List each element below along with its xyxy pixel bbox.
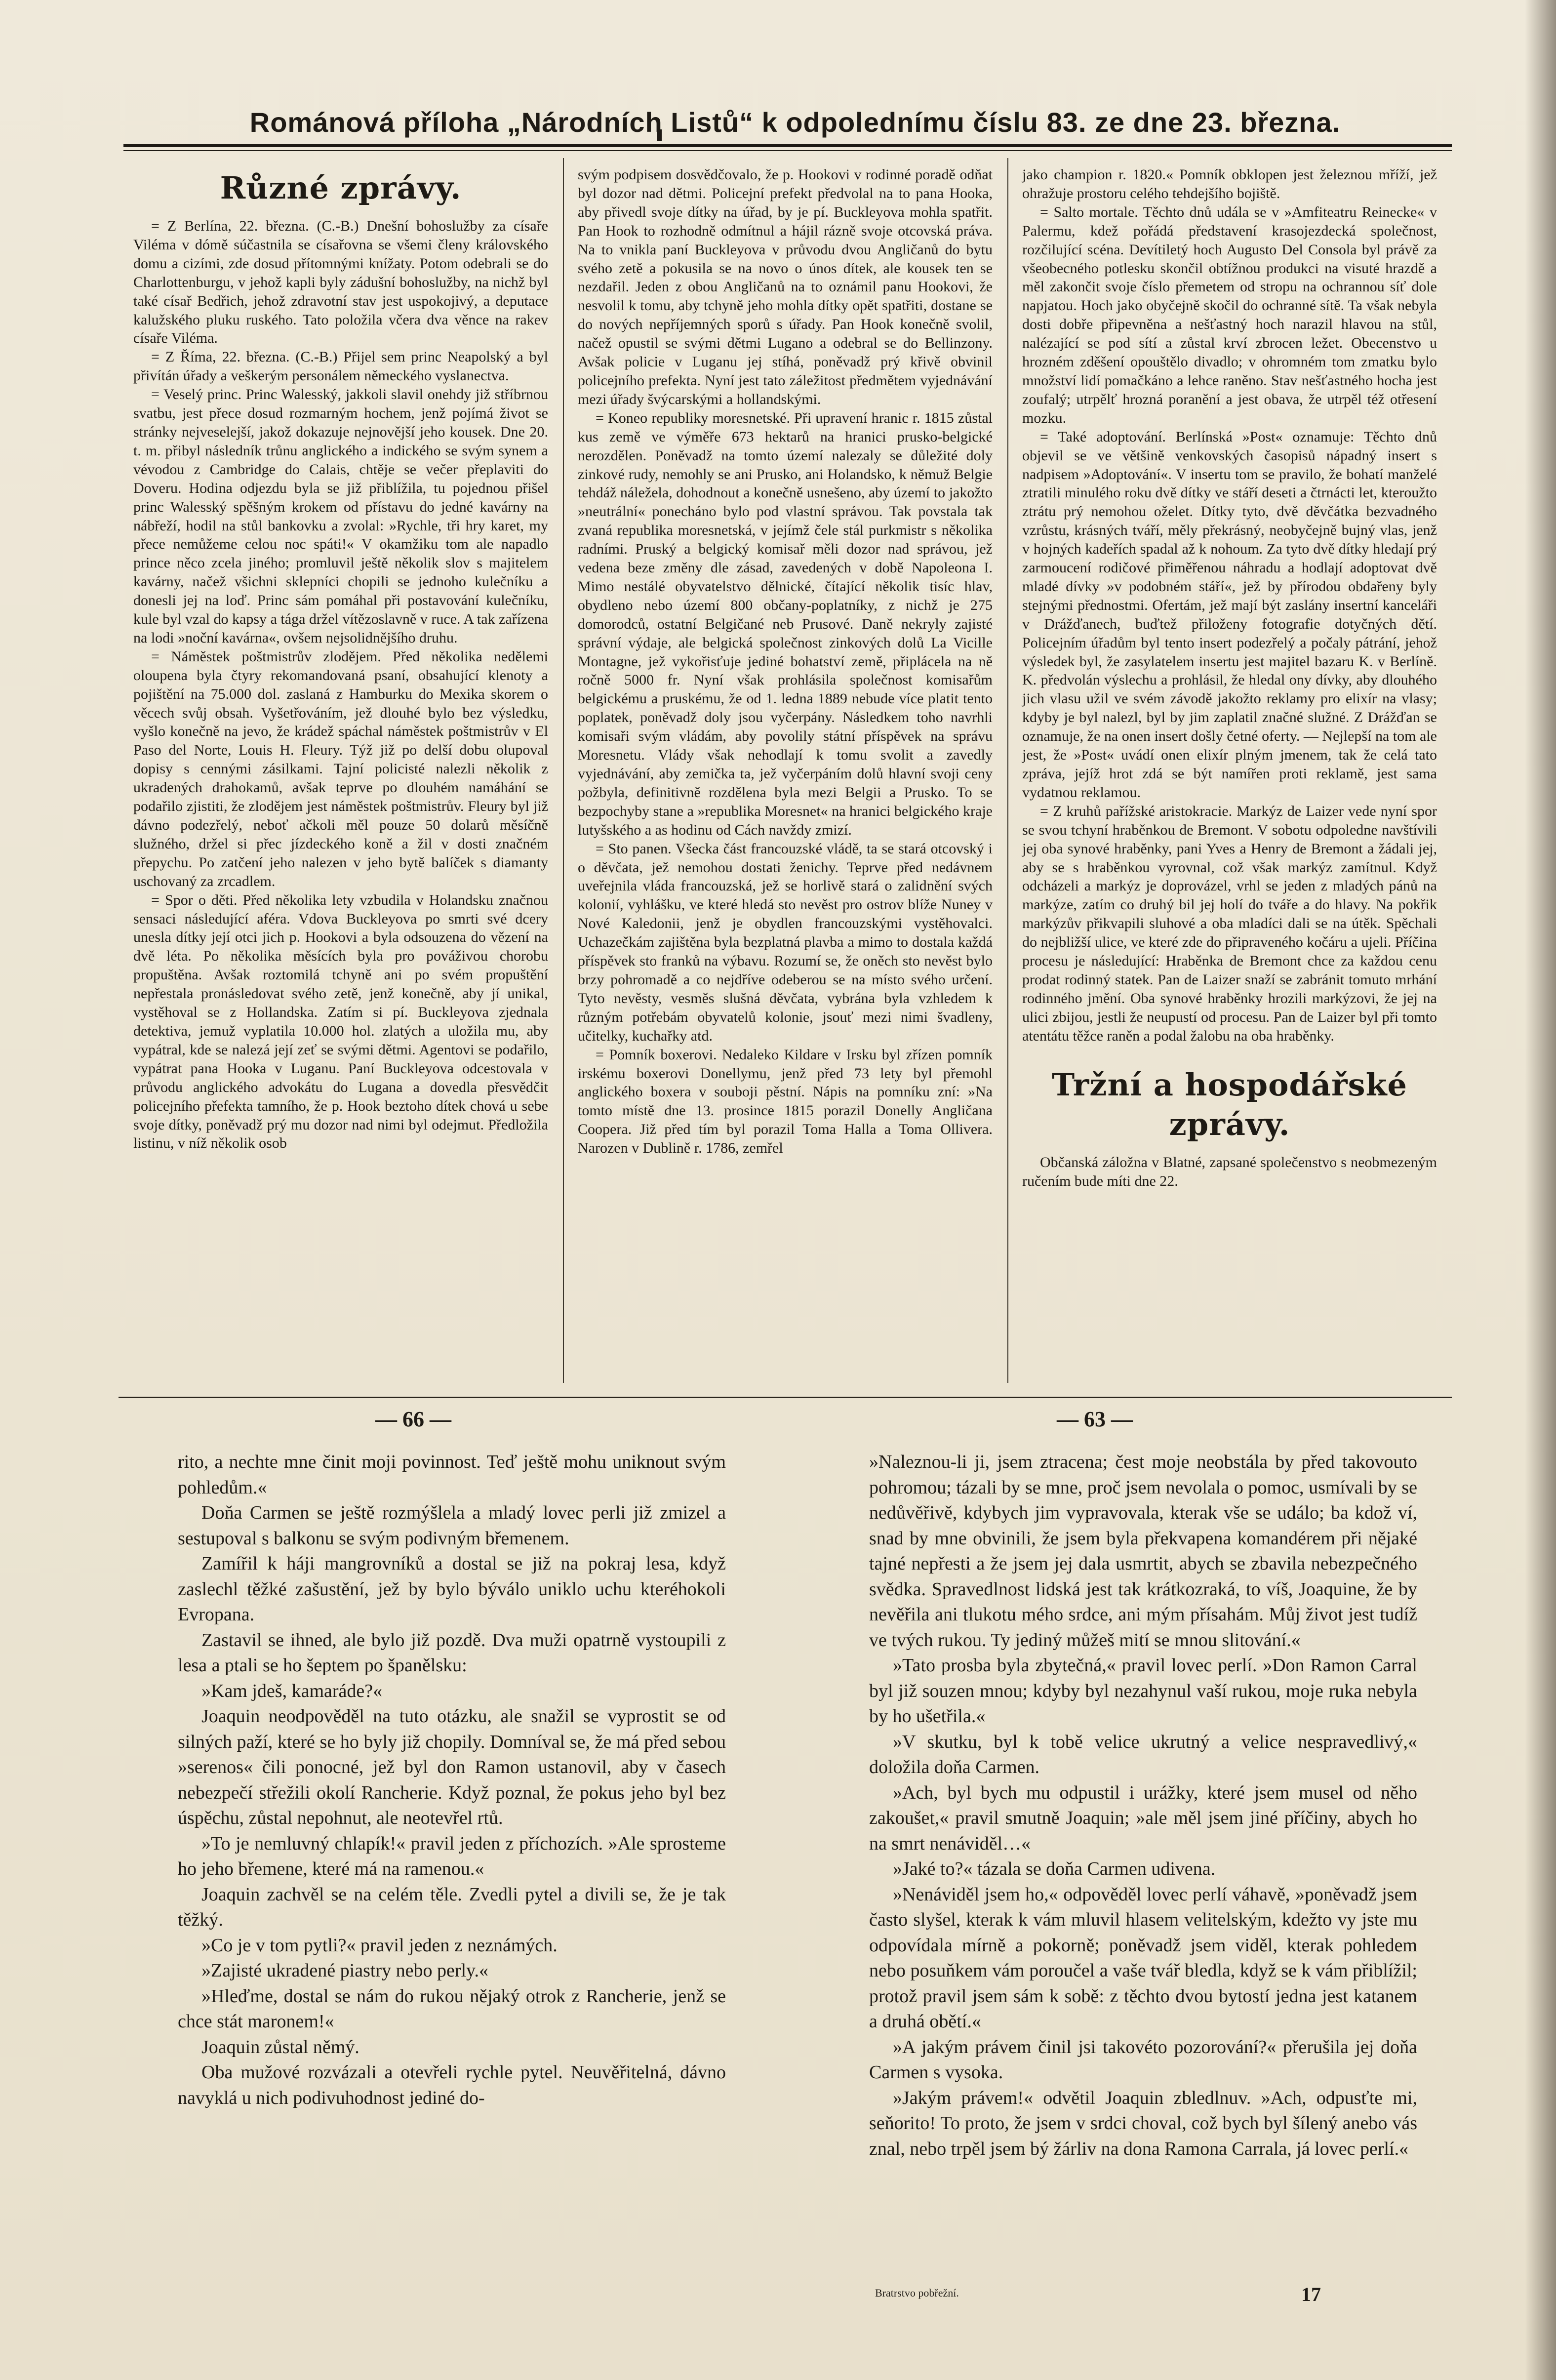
column-divider (1007, 158, 1008, 1383)
imprint: Bratrstvo pobřežní. (875, 2287, 959, 2299)
feuilleton-paragraph: »Jaké to?« tázala se doňa Carmen udivena. (893, 1858, 1216, 1879)
feuilleton-paragraph: »Kam jdeš, kamaráde?« (201, 1680, 383, 1701)
news-item: = Také adoptování. Berlínská »Post« oznamuje: Těchto dnů objevil se ve většině venkovských časopisů nápadný insert s nadpisem »Adoptování«. V insertu tom se pravilo, že bohatí manželé ztratili minulého roku dvě dítky ve stáří deseti a čtrnácti let, kteroužto ztrátu prý nemohou oželet. Dítky tyto, dvě děvčátka bezvadného vzrůstu, krásných tváří, měly překrásný, neobyčejně bujný vlas, jenž v hojných kadeřích spadal až k nohoum. Za tyto dvě dítky hledají prý zarmoucení rodičové přiměřenou náhradu a hodlají adoptovat dvě mladé dívky »v podobném stáří«, jež by přírodou obdařeny byly stejnými přednostmi. Ofertám, jež mají být zaslány insertní kanceláři v Drážďanech, buďtež přiloženy fotografie dotyčných dětí. Policejním úřadům byl tento insert podezřelý a počaly pátrání, jehož výsledek byl, že zasylatelem insertu jest majitel bazaru K. v Berlíně. K. předvolán výslechu a prohlásil, že hledal ony dívky, aby dlouhého jich vlasu užil ve svém závodě jakožto reklamy pro elixír na vlasy; kdyby je byl nalezl, byl by jim zaplatil značné služné. Z Drážďan se oznamuje, že na onen insert došly četné oferty. — Nejlepší na tom ale jest, že »Post« uvádí onen elixír plným jmenem, tak že celá tato zpráva, jejíž hrot zdá se být namířen proti reklamě, jest sama vydatnou reklamou. (1022, 428, 1437, 801)
news-item: = Z kruhů pařížské aristokracie. Markýz de Laizer vede nyní spor se svou tchyní hraběnkou de Bremont. V sobotu odpoledne navštívili jej oba synové hraběnky, pani Yves a Henry de Bremont a žádali jej, aby se s hraběnkou vyrovnal, což však markýz zamítnul. Když odcházeli a markýz je doprovázel, vrhl se jeden z mladých pánů na markýze, zatím co druhý bil jej holí do tváře a do hlavy. Na pokřik markýzův přikvapili sluhové a oba mladíci dali se na útěk. Spěchali do nejbližší ulice, ve které zde do připraveného kočáru a ujeli. Příčina procesu je následující: Hraběnka de Bremont chce za každou cenu prodat rodinný statek. Pan de Laizer snaží se zabránit tomuto mrhání rodinného jmění. Oba synové hraběnky hrozili markýzovi, že jej na ulici zbijou, jestli že neupustí od procesu. Pan de Laizer byl při tomto atentátu těžce raněn a podal žalobu na oba hraběnky. (1022, 803, 1437, 1044)
feuilleton-paragraph: rito, a nechte mne činit moji povinnost. Teď ještě mohu uniknout svým pohledům.« (178, 1452, 726, 1498)
fold-rule (119, 1397, 1452, 1398)
feuilleton-paragraph: Joaquin zůstal němý. (201, 2036, 359, 2057)
feuilleton-paragraph: Zamířil k háji mangrovníků a dostal se již na pokraj lesa, když zaslechl těžké zašustění, jež by bylo býválo uniklo uchu kteréhokoli Evropana. (178, 1553, 726, 1625)
news-item: = Náměstek poštmistrův zlodějem. Před několika nedělemi oloupena byla čtyry rekomandovaná psaní, obsahující klenoty a pojištění na 75.000 dol. zaslaná z Hamburku do Mexika skorem o věcech svůj obsah. Vyšetřováním, jež dlouhé bylo bez výsledku, vyšlo konečně na jevo, že krádež spáchal náměstek poštmistrův v El Paso del Norte, Louis H. Fleury. Týž již po delší dobu olupoval dopisy s cennými zásilkami. Tajní policisté nalezli několik z ukradených drahokamů, avšak teprve po dlouhém namáhání se podařilo zjistiti, že zlodějem jest náměstek poštmistrův. Fleury byl již dávno podezřelý, neboť ačkoli měl pouze 50 dolarů měsíčně služného, držel si přec jízdeckého koně a žil v dosti značném přepychu. Po zatčení jeho nalezen v jeho bytě balíček s diamanty uschovaný za zrcadlem. (133, 648, 548, 889)
feuilleton-paragraph: »Naleznou-li ji, jsem ztracena; čest moje neobstála by před takovouto pohromou; tázali by se mne, proč jsem nevolala o pomoc, usmívali by se nedůvěřivě, kdybych jim vypravovala, kterak vše se událo; ba kdož ví, snad by mne obvinili, že jsem byla překvapena komandérem při nějaké tajné nepřesti a že jsem jej dala usmrtit, abych se zbavila nebezpečného svědka. Spravedlnost lidská jest tak krátkozraká, to víš, Joaquine, že by nevěřila ani tlukotu mého srdce, ani mým přísahám. Můj život jest tudíž ve tvých rukou. Ty jediný můžeš mití se mnou slitování.« (869, 1452, 1417, 1651)
news-item: = Spor o děti. Před několika lety vzbudila v Holandsku značnou sensaci následující aféra. Vdova Buckleyova po smrti své dcery unesla dítky její otci jich p. Hookovi a byla odsouzena do vězení na dvě léta. Po několika měsících byla pro pováživou chorobu propuštěna. Avšak roztomilá tchyně ani po svém propuštění nepřestala pronásledovat svého zetě, jenž konečně, aby jí unikal, vystěhoval se z Hollandska. Zatím si pí. Buckleyova zjednala detektiva, jemuž vyplatila 10.000 hol. zlatých a uložila mu, aby vypátral, kde se nalezá její zeť se svými dětmi. Agentovi se podařilo, vypátrat pana Hooka v Luganu. Paní Buckleyova odcestovala v průvodu anglického advokátu do Lugana a dovedla přesvědčit policejního přefekta tamního, že p. Hook beztoho dítek chová u sebe svoje dítky, poněvadž prý mu dozor nad nimi byl odejmut. Předložila listinu, v níž několik osob (133, 891, 548, 1152)
news-item: svým podpisem dosvědčovalo, že p. Hookovi v rodinné poradě odňat byl dozor nad dětmi. Policejní prefekt předvolal na to pana Hooka, aby přivedl svoje dítky na úřad, by je pí. Buckleyova mohla spatřit. Pan Hook to rozhodně odmítnul a hájil rázně svoje otcovská práva. Na to vnikla paní Buckleyova v průvodu dvou Angličanů do bytu svého zetě a pokusila se na novo o únos dítek, ale kousek ten se nezdařil. Jeden z obou Angličanů na to oznámil panu Hookovi, že nesvolil k tomu, aby tchyně jeho mohla dítky opět spatřiti, dostane se do nových nepříjemných sporů s úřady. Pan Hook konečně svolil, načež opustil se svými dětmi Lugano a odebral se do Bellinzony. Avšak policie v Luganu jej stíhá, poněvadž prý křivě obvinil policejního prefekta. Nyní jest tato záležitost předmětem vyjednávání mezi úřady švýcarskými a hollandskými. (578, 166, 993, 407)
section-heading-market: Tržní a hospodářské zprávy. (1051, 1066, 1407, 1142)
news-item: = Pomník boxerovi. Nedaleko Kildare v Irsku byl zřízen pomník irskému boxerovi Donellymu, jenž před 73 lety byl přemohl anglického boxera v souboji pěstní. Nápis na pomníku zní: »Na tomto místě dne 13. prosince 1815 porazil Donelly Angličana Coopera. Již před tím byl porazil Toma Halla a Toma Ollivera. Narozen v Dublině r. 1786, zemřel (578, 1046, 993, 1157)
feuilleton-paragraph: Oba mužové rozvázali a otevřeli rychle pytel. Neuvěřitelná, dávno navyklá u nich podivuhodnost jediné do- (178, 2062, 726, 2108)
feuilleton-paragraph: Joaquin zachvěl se na celém těle. Zvedli pytel a divili se, že je tak těžký. (178, 1884, 726, 1930)
feuilleton-right (869, 1450, 1417, 2162)
news-item: Občanská záložna v Blatné, zapsané společenstvo s neobmezeným ručením bude míti dne 22. (1022, 1154, 1437, 1189)
news-item: = Koneo republiky moresnetské. Při upravení hranic r. 1815 zůstal kus země ve výměře 673 hektarů na hranici prusko-belgické nerozdělen. Poněvadž na tomto území nalezaly se důležité doly zinkové rudy, nemohly se ani Prusko, ani Holandsko, k němuž Belgie tehdáž náležela, dohodnout a konečně usnešeno, aby území to jakožto »neutrální« ponecháno bylo pod vlastní správou. Tak povstala tak zvaná republika moresnetská, v jejímž čele stál purkmistr s několika radními. Pruský a belgický komisař měli dozor nad správou, jež vedena beze změny dle zásad, zavedených v době Napoleona I. Mimo nestálé obyvatelstvo dělnické, čítající několik tisíc hlav, obydleno nebo území 800 občany-poplatníky, z nichž je 275 domorodců, ostatní Belgičané neb Prusové. Daně nekryly zajisté správní výdaje, ale belgická společnost zinkových dolů La Vicille Montagne, jež vykořisťuje jediné bohatství země, připlácela na ně ročně 5000 fr. Nyní však prohlásila společnost komisařům belgickému a pruskému, že od 1. ledna 1889 nebude více platit tento poplatek, poněvadž doly jsou vyčerpány. Následkem toho navrhli komisaři svým vládám, aby povolily státní příspěvek na správu Moresnetu. Vlády však nehodlají k tomu svolit a zavedly vyjednávání, aby zemička ta, jež vyčerpáním dolů hlavní svoji ceny požbyla, definitivně rozdělena byla mezi Belgii a Prusko. To se bezpochyby stane a »republika Moresnet« na hranici belgického kraje lutyšského a as hodinu od Cách navždy zmizí. (578, 409, 993, 838)
feuilleton-paragraph: »Nenáviděl jsem ho,« odpověděl lovec perlí váhavě, »poněvadž jsem často slyšel, kterak k vám mluvil hlasem velitelským, kdežto vy jste mu odpovídala mírně a pokorně; poněvadž jsem viděl, kterak pohledem nebo posuňkem vám poroučel a vaše tvář bledla, když se k vám přiblížil; protož pravil jsem sám k sobě: z těchto dvou bytostí jedna jest katanem a druhá obětí.« (869, 1884, 1417, 2032)
feuilleton-paragraph: »Ach, byl bych mu odpustil i urážky, které jsem musel od něho zakoušet,« pravil smutně Joaquin; »ale měl jsem jiné příčiny, abych ho na smrt nenáviděl…« (869, 1782, 1417, 1854)
feuilleton-left (178, 1450, 726, 2111)
feuilleton-paragraph: »Co je v tom pytli?« pravil jeden z neznámých. (201, 1935, 558, 1956)
column-3 (1022, 165, 1437, 1190)
binding-shadow (1525, 0, 1556, 2380)
feuilleton-paragraph: »A jakým právem činil jsi takovéto pozorování?« přerušila jej doňa Carmen s vysoka. (869, 2036, 1417, 2083)
news-item: = Sto panen. Všecka část francouzské vládě, ta se stará otcovský i o děvčata, jež nemohou dostati ženichy. Teprve před nedávnem uveřejnila vláda francouzská, jež se horlivě stará o zalidnění svých kolonií, vyhlášku, ve které hledá sto nevěst pro ostrov blíže Nuney v Nové Kaledonii, jenž je obydlen francouzskými vystěhovalci. Uchazečkám zajištěna byla bezplatná plavba a mimo to dostala každá příspěvek sto franků na výbavu. Rozumí se, že oněch sto nevěst bylo brzy pohromadě a co nejdříve odeberou se na místo svého určení. Tyto nevěsty, vesměs slušná děvčata, vybrána byla vzhledem k různým potřebám obyvatelů kolonie, jsouť mezi nimi švadleny, učitelky, kuchařky atd. (578, 840, 993, 1044)
news-item: jako champion r. 1820.« Pomník obklopen jest železnou mříží, jež ohražuje prostoru celého tehdejšího bojiště. (1022, 166, 1437, 202)
feuilleton-paragraph: »To je nemluvný chlapík!« pravil jeden z příchozích. »Ale sprosteme ho jeho břemene, které má na ramenou.« (178, 1833, 726, 1879)
feuilleton-paragraph: Doňa Carmen se ještě rozmýšlela a mladý lovec perli již zmizel a sestupoval s balkonu se svým podivným břemenem. (178, 1502, 726, 1549)
news-item: = Salto mortale. Těchto dnů udála se v »Amfiteatru Reinecke« v Palermu, kdež pořádá představení krasojezdecká společnost, rozčilující scéna. Devítiletý hoch Augusto Del Consola byl právě za všeobecného potlesku skončil obtížnou produkci na visuté hrazdě a měl zakončit svoje číslo přemetem od stropu na ochrannou síť dole napjatou. Hoch jako obyčejně skočil do ochranné sítě. Ta však nebyla dosti dobře připevněna a nešťastný hoch narazil hlavou na stůl, nalézající se pod sítí a zůstal krví zbrocen ležet. Obecenstvo u hrozném zděšení opouštělo divadlo; v ohromném tom zmatku bylo množství lidí pomačkáno a lehce raněno. Stav nešťastného hocha jest zoufalý; utrpělť hrozná poranění a jest obava, že utrpěl též otřesení mozku. (1022, 203, 1437, 426)
masthead: Románová příloha „Národních Listů“ k odpolednímu číslu 83. ze dne 23. března. (249, 107, 1341, 138)
feuilleton-paragraph: »Hleďme, dostal se nám do rukou nějaký otrok z Rancherie, jenž se chce stát maronem!« (178, 1985, 726, 2032)
feuilleton-paragraph: Joaquin neodpověděl na tuto otázku, ale snažil se vyprostit se od silných paží, které se ho byly již chopily. Domníval se, že má před sebou »serenos« čili ponocné, jež byl don Ramon ustanovil, aby v časech nebezpečí střežili okolí Rancherie. Když poznal, že pokus jeho byl bez úspěchu, zůstal nepohnut, ale neotevřel rtů. (178, 1706, 726, 1828)
page-number-right: — 63 — (1057, 1407, 1133, 1431)
masthead-rule (123, 144, 1452, 147)
feuilleton-paragraph: Zastavil se ihned, ale bylo již pozdě. Dva muži opatrně vystoupili z lesa a ptali se ho šeptem po španělsku: (178, 1629, 726, 1676)
news-item: = Z Berlína, 22. března. (C.-B.) Dnešní bohoslužby za císaře Viléma v dómě súčastnila se císařovna se všemi členy královského domu a cizími, zde dosud přítomnými knížaty. Potom odebrali se do Charlottenburgu, v jehož kapli byly zádušní bohoslužby, na nichž byl také císař Bedřich, jehož zdravotní stav jest uspokojivý, a deputace kalužského pluku ruského. Tato položila včera dva věnce na rakev císaře Viléma. (133, 218, 548, 347)
page-number: 17 (1301, 2283, 1321, 2305)
column-1 (133, 165, 548, 1153)
column-divider (563, 158, 564, 1383)
news-item: = Veselý princ. Princ Walesský, jakkoli slavil onehdy již stříbrnou svatbu, jest přece dosud rozmarným hochem, jenž pojímá život se stránky nejveselejší, jakož dokazuje nejnovější jeho kousek. Dne 20. t. m. přibyl následník trůnu anglického a indického se svým synem a vévodou z Cambridge do Calais, chtěje se večer přeplaviti do Doveru. Hodina odjezdu byla se již přiblížila, tu pojednou přišel princ Walesský spěšným krokem od přístavu do jedné kavárny na nábřeží, hodil na stůl bankovku a zvolal: »Rychle, tři hry karet, my přece nemůžeme celou noc spáti!« V okamžiku tom ale napadlo prince něco zcela jiného; promluvil ještě několik slov s majitelem kavárny, načež všichni sklepníci chopili se jednoho kulečníku a donesli jej na loď. Princ sám pomáhal při postavování kulečníku, kule byl vzal do kapsy a tága držel vítězoslavně v ruce. A tak zařízena na lodi »noční kavárna«, ovšem nejsolidnějšího druhu. (133, 386, 548, 646)
feuilleton-paragraph: »Jakým právem!« odvětil Joaquin zbledlnuv. »Ach, odpusťte mi, seňorito! To proto, že jsem v srdci choval, což bych byl šílený anebo vás znal, nebo trpěl jsem bý žárliv na dona Ramona Carrala, já lovec perlí.« (869, 2087, 1417, 2159)
section-heading: Různé zprávy. (220, 170, 462, 206)
feuilleton-paragraph: »Zajisté ukradené piastry nebo perly.« (201, 1960, 489, 1981)
feuilleton-paragraph: »Tato prosba byla zbytečná,« pravil lovec perlí. »Don Ramon Carral byl již souzen mnou; kdyby byl nezahynul vaší rukou, moje ruka nebyla by ho ušetřila.« (869, 1655, 1417, 1727)
page-number-left: — 66 — (375, 1407, 451, 1431)
news-item: = Z Říma, 22. března. (C.-B.) Přijel sem princ Neapolský a byl přivítán úřady a veškerým personálem německého vyslanectva. (133, 349, 548, 384)
masthead-rule-thin (123, 150, 1452, 151)
column-2 (578, 165, 993, 1158)
feuilleton-paragraph: »V skutku, byl k tobě velice ukrutný a velice nespravedlivý,« doložila doňa Carmen. (869, 1731, 1417, 1777)
